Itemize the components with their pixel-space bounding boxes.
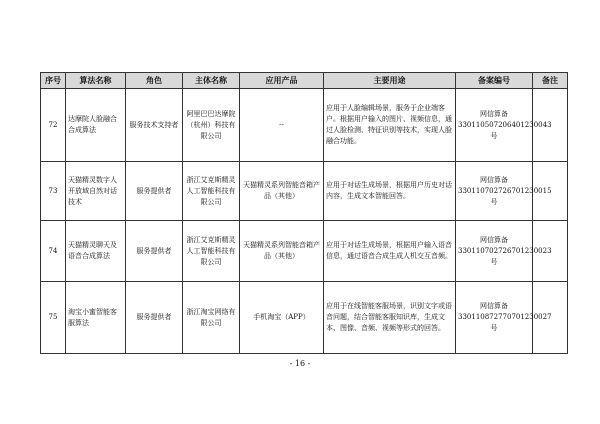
- cell-name: 达摩院人脸融合合成算法: [66, 89, 126, 162]
- header-note: 备注: [533, 73, 568, 89]
- cell-name: 淘宝小蜜智能客服算法: [66, 282, 126, 354]
- cell-entity: 浙江艾克斯精灵人工智能科技有限公司: [183, 162, 240, 221]
- cell-product: 天猫精灵系列智能音箱产品（其他）: [240, 221, 324, 282]
- cell-entity: 浙江艾克斯精灵人工智能科技有限公司: [183, 221, 240, 282]
- header-entity: 主体名称: [183, 73, 240, 89]
- table-row: [41, 162, 568, 221]
- cell-no: 72: [41, 89, 66, 162]
- cell-role: 服务提供者: [126, 221, 183, 282]
- cell-entity: 阿里巴巴达摩院（杭州）科技有限公司: [183, 89, 240, 162]
- cell-product: 手机淘宝（APP）: [240, 282, 324, 354]
- header-record: 备案编号: [456, 73, 533, 89]
- header-usage: 主要用途: [324, 73, 456, 89]
- cell-record: 网信算备330110872770701230027号: [456, 282, 533, 354]
- cell-role: 服务提供者: [126, 162, 183, 221]
- cell-product: --: [240, 89, 324, 162]
- cell-usage: 应用于在线智能客服场景，识别文字或语音问题，结合智能客服知识库，生成文本、图像、音频、视频等形式的回答。: [324, 282, 456, 354]
- page-number: - 16 -: [289, 359, 311, 368]
- header-role: 角色: [126, 73, 183, 89]
- cell-record: 网信算备330110702726701230023号: [456, 221, 533, 282]
- cell-record: 网信算备330110507206401230043号: [456, 89, 533, 162]
- cell-name: 天猫精灵数字人开放域自然对话技术: [66, 162, 126, 221]
- cell-usage: 应用于对话生成场景，根据用户历史对话内容，生成文本智能回答。: [324, 162, 456, 221]
- table-header-row: [41, 73, 568, 89]
- cell-role: 服务技术支持者: [126, 89, 183, 162]
- header-product: 应用产品: [240, 73, 324, 89]
- algorithm-registry-table: [40, 72, 568, 354]
- cell-no: 74: [41, 221, 66, 282]
- cell-no: 75: [41, 282, 66, 354]
- cell-entity: 浙江淘宝网络有限公司: [183, 282, 240, 354]
- cell-no: 73: [41, 162, 66, 221]
- cell-role: 服务提供者: [126, 282, 183, 354]
- cell-usage: 应用于人脸编辑场景，服务于企业端客户。根据用户输入的图片、视频信息，通过人脸检测、特征识别等技术，实现人脸融合功能。: [324, 89, 456, 162]
- header-name: 算法名称: [66, 73, 126, 89]
- table-row: [41, 89, 568, 162]
- cell-usage: 应用于对话生成场景，根据用户输入语音信息，通过语音合成生成人机交互音频。: [324, 221, 456, 282]
- table-row: [41, 282, 568, 354]
- table-row: [41, 221, 568, 282]
- header-no: 序号: [41, 73, 66, 89]
- cell-name: 天猫精灵聊天及语音合成算法: [66, 221, 126, 282]
- cell-product: 天猫精灵系列智能音箱产品（其他）: [240, 162, 324, 221]
- cell-record: 网信算备330110702726701230015号: [456, 162, 533, 221]
